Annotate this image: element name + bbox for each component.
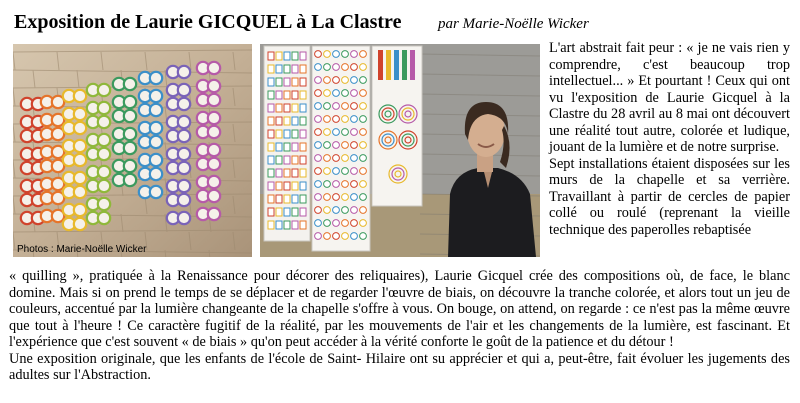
artist-with-artworks-image [260,44,540,257]
paragraph-installations-start: Sept installations étaient disposées sur les murs de la chapelle et sa verrière. Travaillant à partir de cercles de papier collé ou roulé (reprenant la vieille technique des paperolles rebaptisée [549,155,790,238]
article-full-column [9,268,790,384]
photo-artist-portrait [260,44,540,257]
wall-installation-image [13,44,252,257]
paragraph-installations-end: « quilling », pratiquée à la Renaissance pour décorer des reliquaires), Laurie Gicquel crée des compositions où, de face, le blanc domine. Mais si on prend le temps de se déplacer et de regarder l'œuvre de biais, on découvre la tranche colorée, et alors tout un jeu de couleurs, accentué par la lumière changeante de la chapelle s'offre à vous. On bouge, on attend, on regarde : ce n'est pas la même œuvre que tout à l'heure ! Ce caractère fugitif de la réalité, par les mouvements de l'air et les changements de la lumière, est fascinant. Et l'expérience que c'est souvent « de biais » qu'on peut accéder à la vérité conforte le goût de la patience et du détour ! [9,268,790,350]
article-byline: par Marie-Noëlle Wicker [438,16,589,32]
article-title: Exposition de Laurie GICQUEL à La Clastre [14,11,402,33]
paragraph-intro: L'art abstrait fait peur : « je ne vais rien y comprendre, c'est beaucoup trop intellectuel... » Et pourtant ! Ceux qui ont vu l'exposition de Laurie Gicquel à la Clastre du 28 avril au 8 mai ont découvert une réalité tout autre, colorée et ludique, jouant de la lumière et de notre surprise. [549,40,790,155]
photo-credit: Photos : Marie-Noëlle Wicker [17,244,147,255]
paragraph-conclusion: Une exposition originale, que les enfants de l'école de Saint- Hilaire ont su apprécier et qui a, peut-être, fait évoluer les jugements des adultes sur l'Abstraction. [9,350,790,383]
article-side-column [549,40,790,238]
photo-wall-installation [13,44,252,257]
